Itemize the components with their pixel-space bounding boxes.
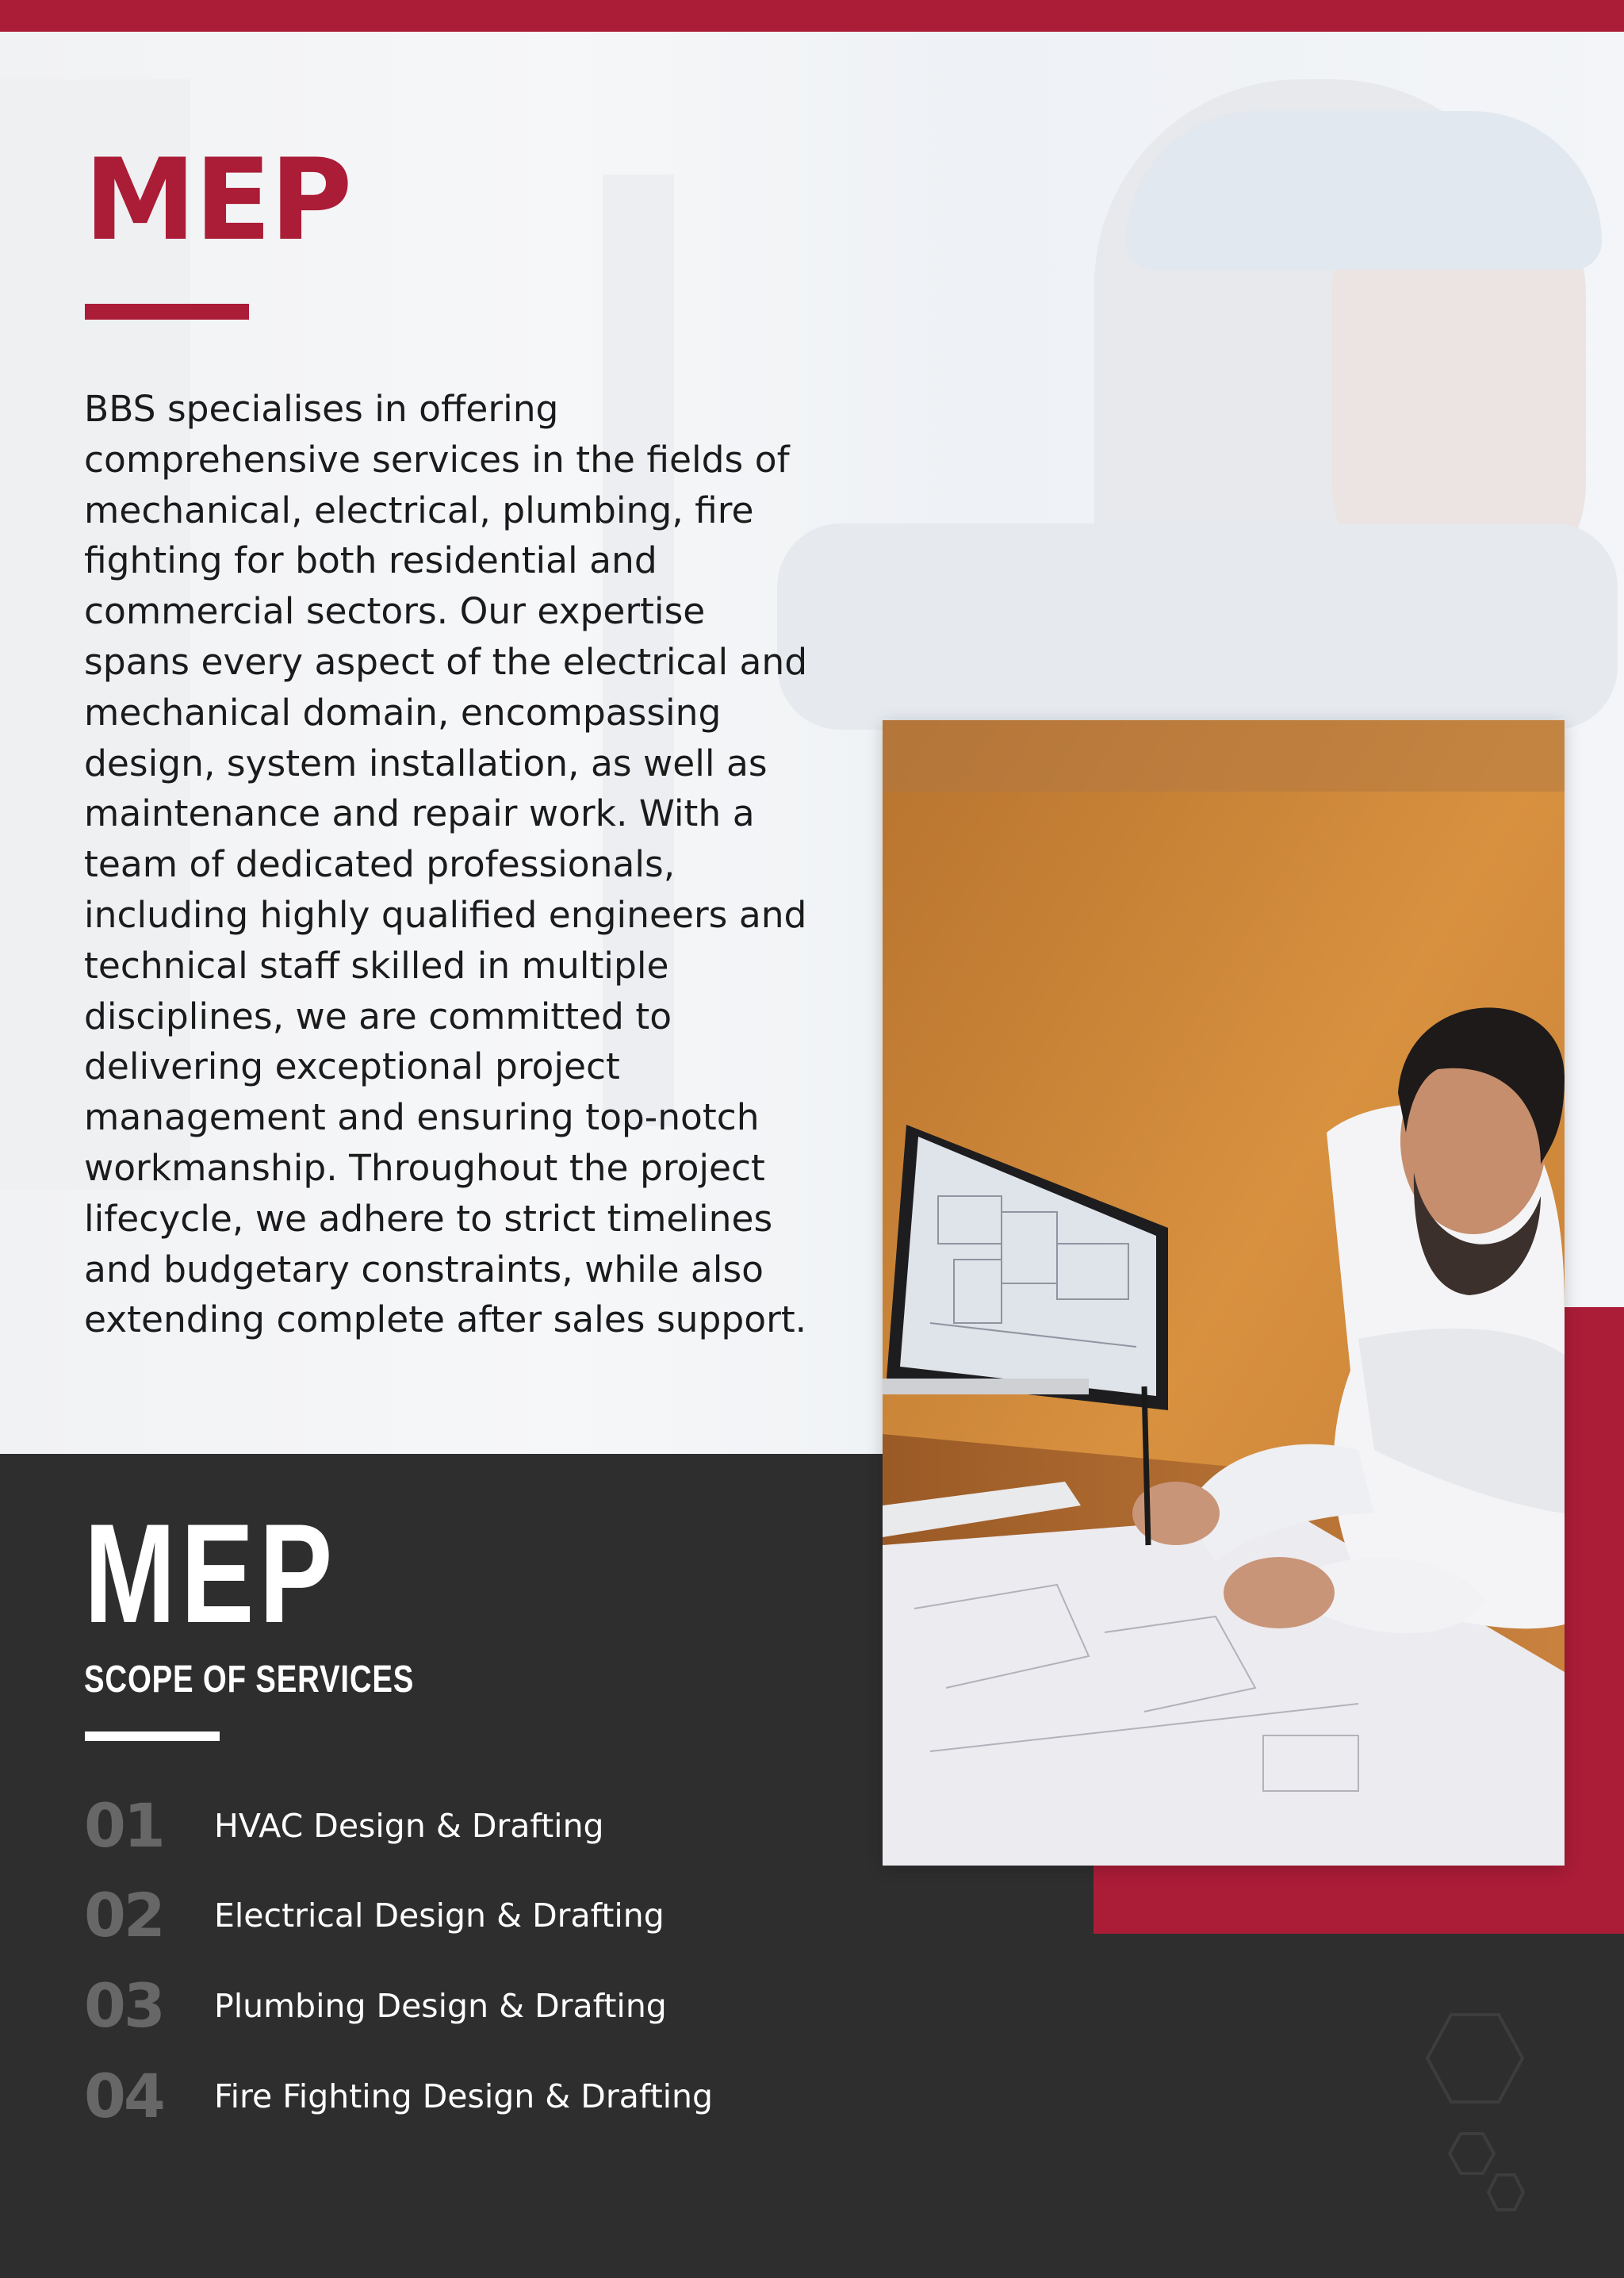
engineer-photo <box>883 720 1565 1866</box>
hexagon-decoration <box>1411 1999 1570 2237</box>
page-title: MEP <box>84 135 351 266</box>
intro-paragraph <box>84 384 808 1345</box>
intro-line: BBS specialises in offering <box>84 388 559 430</box>
intro-line: disciplines, we are committed to <box>84 995 672 1037</box>
service-number: 02 <box>84 1880 163 1950</box>
intro-line: extending complete after sales support. <box>84 1298 807 1341</box>
intro-line: design, system installation, as well as <box>84 742 768 784</box>
service-number: 01 <box>84 1790 163 1861</box>
intro-line: management and ensuring top-notch <box>84 1096 760 1139</box>
intro-line: fighting for both residential and <box>84 539 657 582</box>
scope-subtitle: SCOPE OF SERVICES <box>84 1659 415 1701</box>
top-accent-bar <box>0 0 1624 32</box>
intro-line: technical staff skilled in multiple <box>84 944 669 987</box>
service-number: 03 <box>84 1970 163 2041</box>
intro-line: workmanship. Throughout the project <box>84 1146 765 1189</box>
intro-line: mechanical, electrical, plumbing, fire <box>84 489 754 531</box>
intro-line: including highly qualified engineers and <box>84 893 807 936</box>
intro-line: lifecycle, we adhere to strict timelines <box>84 1197 773 1240</box>
service-item-hvac <box>84 1790 604 1861</box>
intro-line: maintenance and repair work. With a <box>84 792 755 835</box>
service-item-electrical <box>84 1880 665 1950</box>
intro-line: mechanical domain, encompassing <box>84 691 722 734</box>
service-label: Fire Fighting Design & Drafting <box>214 2077 714 2115</box>
service-label: Electrical Design & Drafting <box>214 1896 665 1935</box>
scope-underline <box>85 1732 220 1741</box>
scope-title: MEP <box>84 1494 338 1652</box>
intro-line: comprehensive services in the fields of <box>84 438 790 481</box>
service-number: 04 <box>84 2061 163 2131</box>
intro-line: delivering exceptional project <box>84 1045 620 1088</box>
intro-line: spans every aspect of the electrical and <box>84 640 808 683</box>
service-label: Plumbing Design & Drafting <box>214 1987 667 2025</box>
intro-line: team of dedicated professionals, <box>84 843 676 886</box>
service-item-fire-fighting <box>84 2061 714 2131</box>
service-label: HVAC Design & Drafting <box>214 1807 604 1845</box>
service-item-plumbing <box>84 1970 667 2041</box>
intro-line: and budgetary constraints, while also <box>84 1248 764 1290</box>
intro-line: commercial sectors. Our expertise <box>84 590 706 633</box>
title-underline <box>85 304 249 320</box>
